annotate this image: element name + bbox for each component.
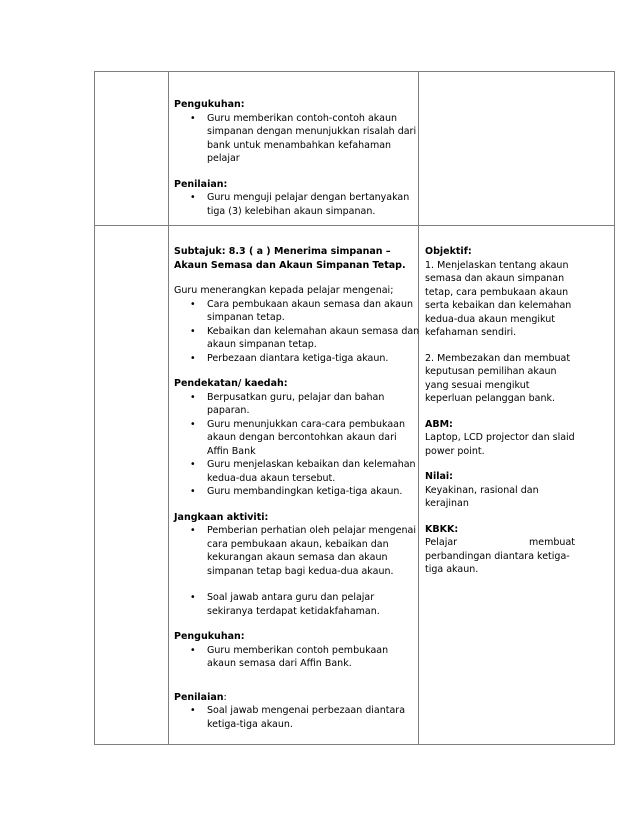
main-row-content xyxy=(174,245,420,731)
heading-pengukuhan: Pengukuhan: xyxy=(174,631,245,642)
list-item: • Pemberian perhatian oleh pelajar mengenai cara pembukaan akaun, kebaikan dan kekurangan akaun semasa dan akaun simpanan tetap bagi kedua-dua akaun. xyxy=(174,524,420,578)
heading-jangkaan: Jangkaan aktiviti: xyxy=(174,511,269,523)
pendekatan-list xyxy=(174,391,420,499)
heading-kbkk: KBKK: xyxy=(425,523,459,535)
right-column-content xyxy=(425,245,575,577)
penilaian-list xyxy=(174,191,420,218)
nilai-text: Keyakinan, rasional dan kerajinan xyxy=(425,484,539,509)
heading-pendekatan: Pendekatan/ kaedah: xyxy=(174,378,288,389)
intro-list xyxy=(174,298,420,366)
heading-penilaian: Penilaian: xyxy=(174,178,228,190)
kbkk-text: perbandingan diantara ketiga-tiga akaun. xyxy=(425,550,570,575)
list-item: • Guru menjelaskan kebaikan dan kelemahan kedua-dua akaun tersebut. xyxy=(174,458,420,485)
list-item: • Guru memberikan contoh pembukaan akaun semasa dari Affin Bank. xyxy=(174,644,420,671)
list-item: • Soal jawab antara guru dan pelajar sekiranya terdapat ketidakfahaman. xyxy=(174,591,420,618)
list-item: • Guru memberikan contoh-contoh akaun simpanan dengan menunjukkan risalah dari bank untuk menambahkan kefahaman pelajar xyxy=(174,112,420,166)
top-row-content xyxy=(174,98,420,218)
objektif-2: 2. Membezakan dan membuat keputusan pemilihan akaun yang sesuai mengikut keperluan pelanggan bank. xyxy=(425,352,571,404)
heading-penilaian-label: Penilaian xyxy=(174,691,224,703)
list-item: • Perbezaan diantara ketiga-tiga akaun. xyxy=(174,352,420,366)
row-divider xyxy=(95,225,614,226)
list-item: • Soal jawab mengenai perbezaan diantara ketiga-tiga akaun. xyxy=(174,704,420,731)
kbkk-line-1: Pelajar membuat xyxy=(425,537,575,548)
pengukuhan-list xyxy=(174,112,420,166)
pengukuhan-list xyxy=(174,644,420,671)
list-item: • Guru menguji pelajar dengan bertanyakan tiga (3) kelebihan akaun simpanan. xyxy=(174,191,420,218)
heading-pengukuhan: Pengukuhan: xyxy=(174,99,245,110)
heading-abm: ABM: xyxy=(425,418,453,430)
subtajuk-heading: Subtajuk: 8.3 ( a ) Menerima simpanan – Akaun Semasa dan Akaun Simpanan Tetap. xyxy=(174,246,406,271)
column-divider-left xyxy=(168,72,169,744)
list-item: • Berpusatkan guru, pelajar dan bahan paparan. xyxy=(174,391,420,418)
heading-penilaian-colon: : xyxy=(223,691,227,703)
intro-text: Guru menerangkan kepada pelajar mengenai; xyxy=(174,285,394,296)
list-item: • Cara pembukaan akaun semasa dan akaun simpanan tetap. xyxy=(174,298,420,325)
heading-nilai: Nilai: xyxy=(425,471,453,482)
list-item: • Kebaikan dan kelemahan akaun semasa dan akaun simpanan tetap. xyxy=(174,325,420,352)
penilaian-list xyxy=(174,704,420,731)
abm-text: Laptop, LCD projector dan slaid power point. xyxy=(425,432,575,457)
list-item: • Guru membandingkan ketiga-tiga akaun. xyxy=(174,485,420,499)
list-item: • Guru menunjukkan cara-cara pembukaan akaun dengan bercontohkan akaun dari Affin Bank xyxy=(174,418,420,459)
jangkaan-list xyxy=(174,524,420,618)
objektif-1: 1. Menjelaskan tentang akaun semasa dan akaun simpanan tetap, cara pembukaan akaun serta kebaikan dan kelemahan kedua-dua akaun mengikut kefahaman sendiri. xyxy=(425,259,572,338)
heading-objektif: Objektif: xyxy=(425,246,472,257)
heading-penilaian xyxy=(174,691,420,705)
